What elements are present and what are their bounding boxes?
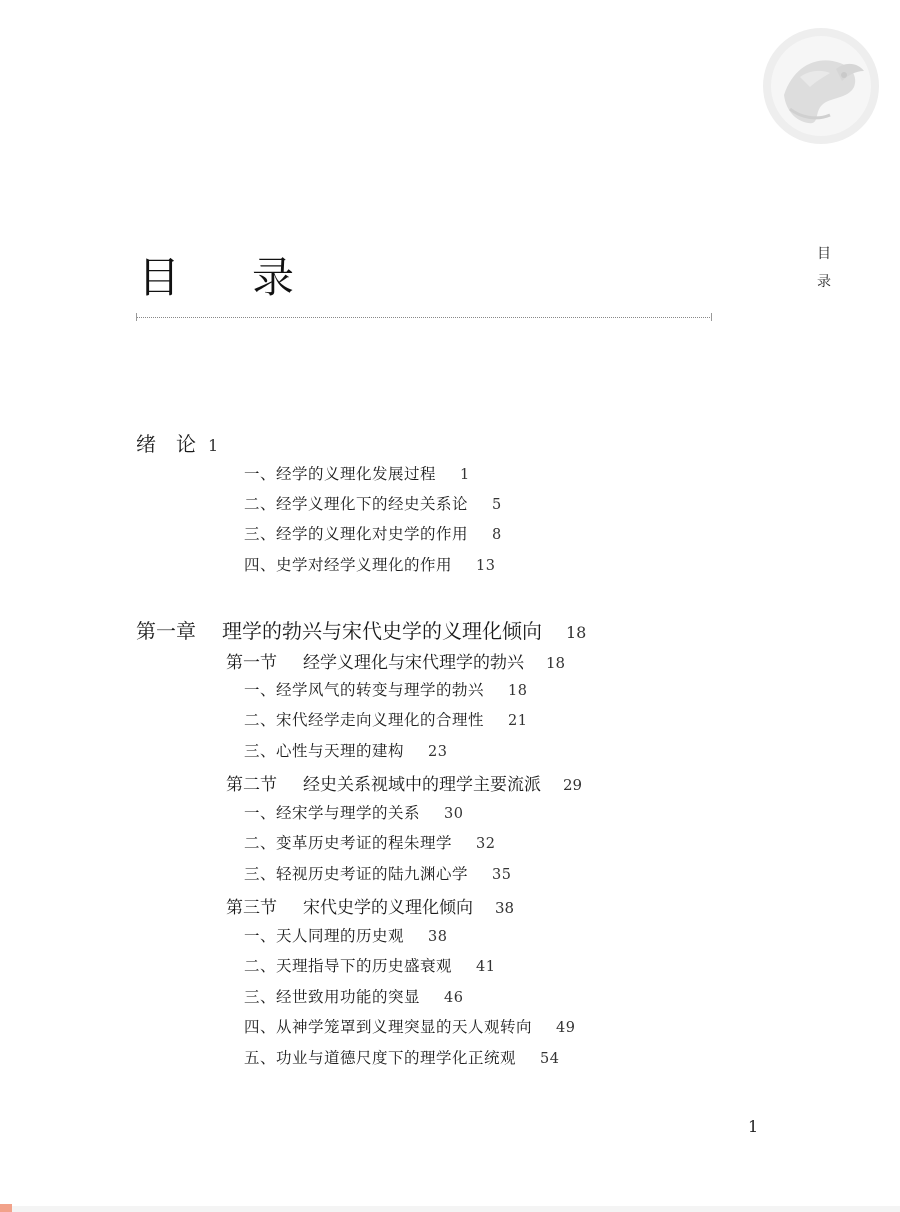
title-underline-cap-right bbox=[711, 313, 712, 321]
toc-entry-page: 41 bbox=[476, 959, 496, 975]
toc-entry-page: 46 bbox=[444, 990, 464, 1006]
toc-entry-item[interactable] bbox=[244, 801, 463, 823]
toc-entry-title: 一、天人同理的历史观 bbox=[244, 927, 405, 945]
toc-entry-page: 30 bbox=[444, 806, 464, 822]
toc-entry-page: 49 bbox=[556, 1020, 576, 1036]
title-char-1: 目 bbox=[138, 253, 181, 302]
toc-entry-title: 理学的勃兴与宋代史学的义理化倾向 bbox=[222, 619, 542, 643]
toc-entry-item[interactable] bbox=[244, 831, 495, 853]
toc-entry-title: 二、宋代经学走向义理化的合理性 bbox=[244, 711, 485, 729]
toc-entry-title: 三、心性与天理的建构 bbox=[244, 742, 405, 760]
toc-entry-item[interactable] bbox=[244, 708, 527, 730]
toc-entry-item[interactable] bbox=[244, 1015, 575, 1037]
toc-entry-title: 一、经学风气的转变与理学的勃兴 bbox=[244, 681, 485, 699]
title-char-2: 录 bbox=[252, 253, 295, 302]
toc-entry-title: 二、经学义理化下的经史关系论 bbox=[244, 495, 469, 513]
toc-entry-item[interactable] bbox=[244, 678, 527, 700]
toc-entry-item[interactable] bbox=[244, 1046, 559, 1068]
toc-entry-title: 经史关系视域中的理学主要流派 bbox=[303, 775, 541, 795]
toc-entry-page: 18 bbox=[508, 683, 528, 699]
toc-entry-item[interactable] bbox=[244, 985, 463, 1007]
toc-entry-title: 宋代史学的义理化倾向 bbox=[303, 898, 473, 918]
running-head bbox=[814, 240, 834, 296]
toc-entry-item[interactable] bbox=[244, 924, 447, 946]
toc-entry-item[interactable] bbox=[244, 553, 495, 575]
toc-entry-title: 三、轻视历史考证的陆九渊心学 bbox=[244, 865, 469, 883]
toc-entry-page: 38 bbox=[428, 929, 448, 945]
toc-entry-page: 18 bbox=[566, 623, 587, 642]
toc-entry-page: 1 bbox=[208, 436, 219, 455]
running-head-char-1: 目 bbox=[817, 246, 831, 262]
toc-entry-item[interactable] bbox=[244, 462, 470, 484]
toc-entry-page: 8 bbox=[492, 527, 502, 543]
toc-entry-intro[interactable] bbox=[136, 428, 218, 457]
toc-entry-title: 三、经世致用功能的突显 bbox=[244, 988, 421, 1006]
toc-entry-title: 三、经学的义理化对史学的作用 bbox=[244, 525, 469, 543]
toc-entry-page: 5 bbox=[492, 497, 502, 513]
toc-entry-page: 54 bbox=[540, 1051, 560, 1067]
running-head-char-2: 录 bbox=[817, 274, 831, 290]
toc-entry-item[interactable] bbox=[244, 492, 502, 514]
scan-edge bbox=[0, 1206, 900, 1212]
toc-entry-title: 绪 论 bbox=[136, 432, 196, 456]
toc-entry-page: 21 bbox=[508, 713, 528, 729]
toc-entry-title: 二、天理指导下的历史盛衰观 bbox=[244, 957, 453, 975]
phoenix-seal-icon bbox=[760, 25, 882, 147]
toc-entry-label: 第二节 bbox=[226, 775, 277, 795]
toc-entry-section[interactable] bbox=[226, 648, 565, 673]
toc-entry-page: 29 bbox=[563, 776, 583, 794]
toc-entry-title: 经学义理化与宋代理学的勃兴 bbox=[303, 653, 524, 673]
toc-entry-page: 1 bbox=[460, 467, 470, 483]
toc-entry-page: 32 bbox=[476, 836, 496, 852]
page-number: 1 bbox=[748, 1117, 759, 1136]
title-underline bbox=[136, 317, 712, 318]
title-underline-cap-left bbox=[136, 313, 137, 321]
toc-entry-title: 五、功业与道德尺度下的理学化正统观 bbox=[244, 1049, 517, 1067]
scan-corner-mark bbox=[0, 1204, 12, 1212]
toc-entry-item[interactable] bbox=[244, 954, 495, 976]
toc-entry-page: 18 bbox=[546, 654, 566, 672]
toc-entry-label: 第一节 bbox=[226, 653, 277, 673]
toc-entry-item[interactable] bbox=[244, 862, 511, 884]
toc-entry-title: 一、经学的义理化发展过程 bbox=[244, 465, 437, 483]
toc-entry-item[interactable] bbox=[244, 739, 447, 761]
toc-entry-label: 第一章 bbox=[136, 619, 196, 643]
toc-entry-page: 38 bbox=[495, 899, 515, 917]
toc-entry-title: 二、变革历史考证的程朱理学 bbox=[244, 834, 453, 852]
toc-entry-title: 一、经宋学与理学的关系 bbox=[244, 804, 421, 822]
toc-entry-section[interactable] bbox=[226, 770, 582, 795]
toc-entry-section[interactable] bbox=[226, 893, 514, 918]
toc-entry-title: 四、从神学笼罩到义理突显的天人观转向 bbox=[244, 1018, 533, 1036]
toc-entry-page: 23 bbox=[428, 744, 448, 760]
toc-entry-chapter[interactable] bbox=[136, 615, 586, 644]
toc-entry-label: 第三节 bbox=[226, 898, 277, 918]
toc-entry-page: 35 bbox=[492, 867, 512, 883]
toc-entry-page: 13 bbox=[476, 558, 496, 574]
toc-entry-title: 四、史学对经学义理化的作用 bbox=[244, 556, 453, 574]
toc-entry-item[interactable] bbox=[244, 522, 502, 544]
